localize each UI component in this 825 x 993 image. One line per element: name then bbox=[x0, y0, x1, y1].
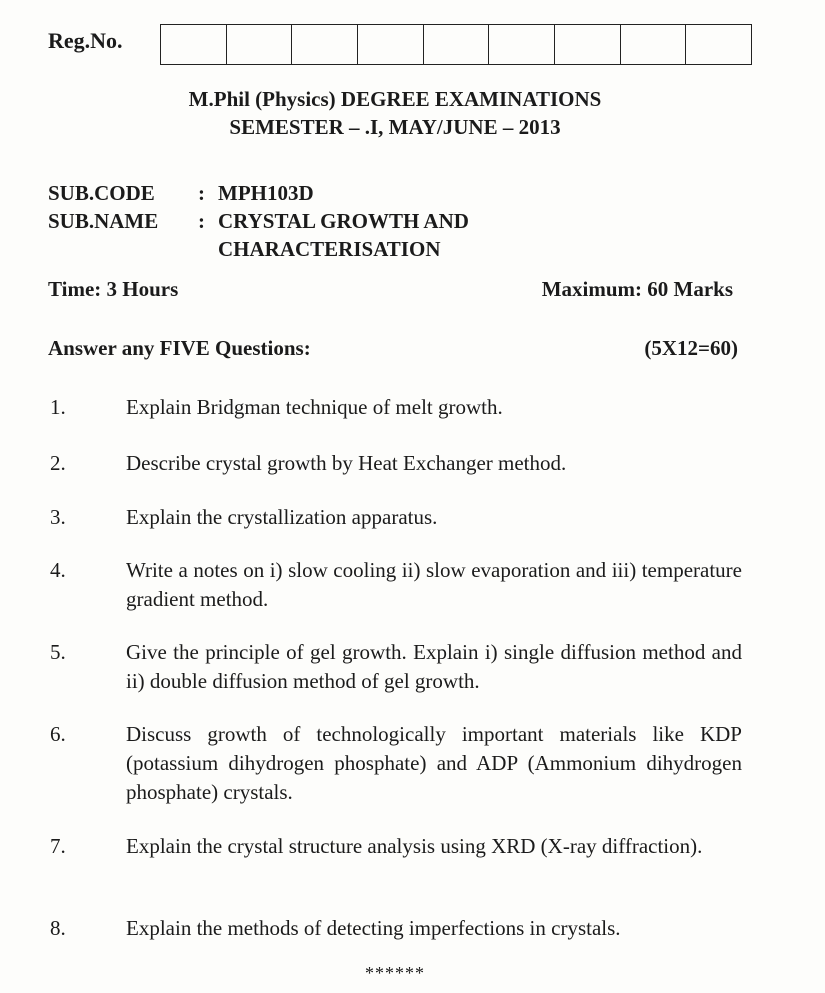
question-number: 3. bbox=[50, 505, 66, 529]
question-item bbox=[50, 914, 742, 943]
reg-box bbox=[161, 25, 227, 64]
colon: : bbox=[198, 209, 205, 233]
reg-no-label: Reg.No. bbox=[48, 28, 123, 53]
question-number: 5. bbox=[50, 640, 66, 664]
question-text: Explain the crystallization apparatus. bbox=[126, 505, 438, 529]
exam-semester: SEMESTER – .I, MAY/JUNE – 2013 bbox=[229, 115, 561, 139]
question-number: 7. bbox=[50, 834, 66, 858]
sub-name-value-continued: CHARACTERISATION bbox=[218, 237, 441, 261]
sub-name-row bbox=[48, 209, 469, 234]
question-text: Write a notes on i) slow cooling ii) slow evaporation and iii) temperature gradient method. bbox=[126, 558, 742, 611]
reg-box bbox=[227, 25, 293, 64]
question-item bbox=[50, 638, 742, 696]
question-text: Discuss growth of technologically important materials like KDP (potassium dihydrogen phosphate) and ADP (Ammonium dihydrogen phosphate) crystals. bbox=[126, 722, 742, 804]
exam-title: M.Phil (Physics) DEGREE EXAMINATIONS bbox=[188, 87, 602, 111]
question-number: 2. bbox=[50, 451, 66, 475]
reg-box bbox=[424, 25, 490, 64]
question-item bbox=[50, 503, 742, 532]
question-item bbox=[50, 393, 742, 422]
question-item bbox=[50, 556, 742, 614]
question-text: Explain Bridgman technique of melt growth. bbox=[126, 395, 503, 419]
question-text: Explain the methods of detecting imperfections in crystals. bbox=[126, 916, 621, 940]
question-text: Describe crystal growth by Heat Exchanger method. bbox=[126, 451, 567, 475]
time-marks-row bbox=[48, 277, 733, 302]
question-number: 6. bbox=[50, 722, 66, 746]
sub-code-value: MPH103D bbox=[218, 181, 314, 205]
end-of-paper-mark: ****** bbox=[365, 963, 425, 983]
instruction-text: Answer any FIVE Questions: bbox=[48, 336, 311, 360]
question-number: 4. bbox=[50, 558, 66, 582]
question-number: 1. bbox=[50, 395, 66, 419]
sub-code-row bbox=[48, 181, 314, 206]
reg-box bbox=[555, 25, 621, 64]
reg-box bbox=[358, 25, 424, 64]
reg-box bbox=[489, 25, 555, 64]
sub-name-value: CRYSTAL GROWTH AND bbox=[218, 209, 469, 233]
question-text: Give the principle of gel growth. Explain i) single diffusion method and ii) double diffusion method of gel growth. bbox=[126, 640, 742, 693]
instruction-row bbox=[48, 336, 738, 361]
question-item bbox=[50, 720, 742, 807]
question-item bbox=[50, 832, 742, 861]
question-text: Explain the crystal structure analysis using XRD (X-ray diffraction). bbox=[126, 834, 703, 858]
reg-no-boxes bbox=[160, 24, 752, 65]
time-text: Time: 3 Hours bbox=[48, 277, 179, 301]
question-item bbox=[50, 449, 742, 478]
reg-box bbox=[292, 25, 358, 64]
sub-code-label: SUB.CODE bbox=[48, 181, 155, 205]
marks-scheme: (5X12=60) bbox=[644, 336, 738, 360]
colon: : bbox=[198, 181, 205, 205]
max-marks-text: Maximum: 60 Marks bbox=[541, 277, 733, 301]
question-number: 8. bbox=[50, 916, 66, 940]
reg-box bbox=[686, 25, 751, 64]
sub-name-label: SUB.NAME bbox=[48, 209, 159, 233]
reg-box bbox=[621, 25, 687, 64]
